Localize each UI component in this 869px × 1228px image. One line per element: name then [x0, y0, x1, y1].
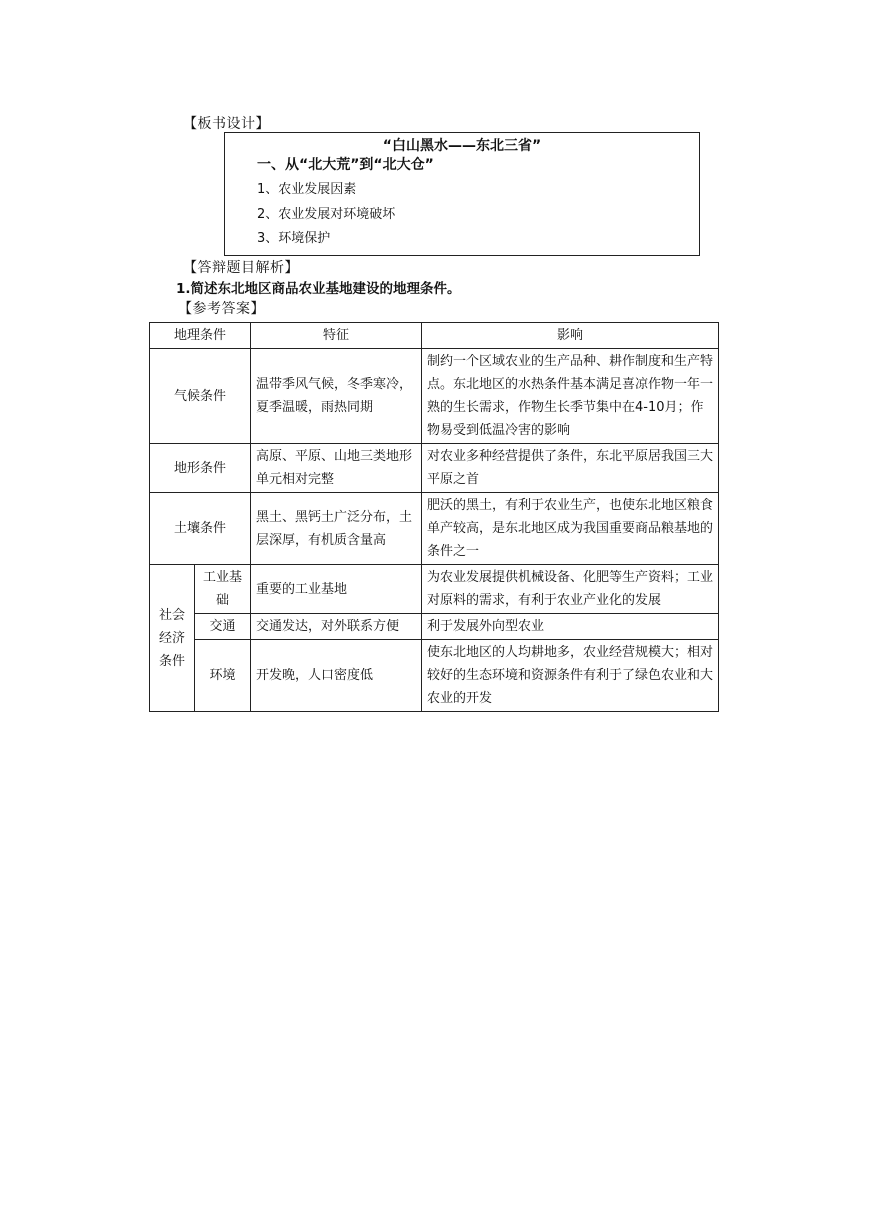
feature-cell: 黑土、黑钙土广泛分布，土层深厚，有机质含量高 — [251, 493, 422, 565]
condition-cell: 交通 — [195, 614, 251, 640]
impact-cell: 为农业发展提供机械设备、化肥等生产资料；工业对原料的需求，有利于农业产业化的发展 — [422, 565, 719, 614]
table-header-row — [150, 323, 719, 349]
feature-cell: 开发晚，人口密度低 — [251, 640, 422, 712]
feature-cell: 高原、平原、山地三类地形单元相对完整 — [251, 444, 422, 493]
answer-heading: 【参考答案】 — [178, 301, 265, 317]
board-design-item: 1、农业发展因素 — [257, 182, 357, 197]
board-design-item: 3、环境保护 — [257, 231, 331, 246]
impact-cell: 利于发展外向型农业 — [422, 614, 719, 640]
question-text: 1.简述东北地区商品农业基地建设的地理条件。 — [176, 281, 461, 297]
impact-cell: 使东北地区的人均耕地多，农业经营规模大；相对较好的生态环境和资源条件有利于了绿色农业和大农业的开发 — [422, 640, 719, 712]
answer-table — [149, 322, 719, 712]
feature-cell: 重要的工业基地 — [251, 565, 422, 614]
impact-cell: 制约一个区域农业的生产品种、耕作制度和生产特点。东北地区的水热条件基本满足喜凉作物一年一熟的生长需求，作物生长季节集中在4-10月；作物易受到低温冷害的影响 — [422, 349, 719, 444]
table-row — [150, 565, 719, 614]
column-header: 特征 — [251, 323, 422, 349]
table-row — [150, 640, 719, 712]
condition-cell: 环境 — [195, 640, 251, 712]
table-row — [150, 444, 719, 493]
condition-cell: 工业基础 — [195, 565, 251, 614]
feature-cell: 温带季风气候，冬季寒冷，夏季温暖，雨热同期 — [251, 349, 422, 444]
board-design-subtitle: 一、从“北大荒”到“北大仓” — [257, 157, 434, 173]
column-header: 影响 — [422, 323, 719, 349]
feature-cell: 交通发达，对外联系方便 — [251, 614, 422, 640]
social-group-cell: 社会经济条件 — [150, 565, 195, 712]
column-header: 地理条件 — [150, 323, 251, 349]
table-row — [150, 349, 719, 444]
board-design-item: 2、农业发展对环境破坏 — [257, 207, 396, 222]
condition-cell: 气候条件 — [150, 349, 251, 444]
condition-cell: 地形条件 — [150, 444, 251, 493]
analysis-heading: 【答辩题目解析】 — [183, 260, 299, 276]
board-design-heading: 【板书设计】 — [183, 116, 270, 132]
board-design-title: “白山黑水——东北三省” — [382, 138, 542, 154]
table-row — [150, 493, 719, 565]
condition-cell: 土壤条件 — [150, 493, 251, 565]
impact-cell: 肥沃的黑土，有利于农业生产，也使东北地区粮食单产较高，是东北地区成为我国重要商品粮基地的条件之一 — [422, 493, 719, 565]
impact-cell: 对农业多种经营提供了条件，东北平原居我国三大平原之首 — [422, 444, 719, 493]
table-row — [150, 614, 719, 640]
board-design-box — [224, 132, 700, 256]
